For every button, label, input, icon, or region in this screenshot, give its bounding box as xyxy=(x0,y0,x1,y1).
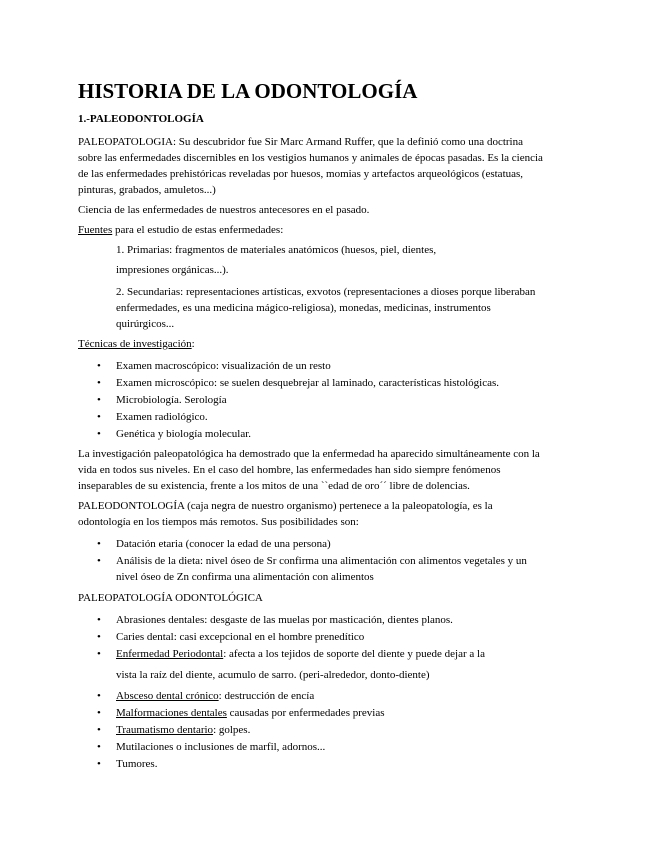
investigacion-paragraph xyxy=(78,446,578,494)
list-item: • Análisis de la dieta: nivel óseo de Sr confirma una alimentación con alimentos vegetales y un nivel óseo de Zn confirma una alimentación con alimentos xyxy=(78,553,578,585)
list-item: • Microbiología. Serología xyxy=(78,392,578,408)
paragraph-line: inseparables de su existencia, frente a los mitos de una ``edad de oro´´ libre de dolencias. xyxy=(78,480,470,492)
tecnicas-list xyxy=(78,358,578,443)
fuentes-label: Fuentes xyxy=(78,224,113,236)
underlined-term: Absceso dental crónico xyxy=(116,690,219,702)
list-item: • Examen macroscópico: visualización de un resto xyxy=(78,358,578,374)
section-heading: 1.-PALEODONTOLOGÍA xyxy=(78,113,204,125)
paleopatologia-odontologica-heading: PALEOPATOLOGÍA ODONTOLÓGICA xyxy=(78,592,263,604)
underlined-term: Enfermedad Periodontal xyxy=(116,648,224,660)
paragraph-line: impresiones orgánicas...). xyxy=(116,264,229,276)
paragraph-line: pinturas, grabados, amuletos...) xyxy=(78,184,216,196)
paragraph-line: sobre las enfermedades discernibles en los vestigios humanos y animales de épocas pasadas. Es la ciencia xyxy=(78,152,543,164)
posibilidades-list xyxy=(78,536,578,586)
list-item: • Malformaciones dentales causadas por enfermedades previas xyxy=(78,705,578,721)
list-item: • Enfermedad Periodontal: afecta a los tejidos de soporte del diente y puede dejar a la vista la raíz del diente, acumulo de sarro. (peri-alrededor, donto-diente) xyxy=(78,646,578,683)
odontologica-list xyxy=(78,612,578,684)
list-item: • Absceso dental crónico: destrucción de encía xyxy=(78,688,578,704)
tecnicas-label: Técnicas de investigación xyxy=(78,338,192,350)
underlined-term: Malformaciones dentales xyxy=(116,707,227,719)
paragraph-line: PALEOPATOLOGIA: Su descubridor fue Sir Marc Armand Ruffer, que la definió como una doctrina xyxy=(78,136,523,148)
list-item: • Traumatismo dentario: golpes. xyxy=(78,722,578,738)
list-item: • Caries dental: casi excepcional en el hombre prenedítico xyxy=(78,629,578,645)
paleodontologia-paragraph xyxy=(78,498,578,530)
paragraph-line: 2. Secundarias: representaciones artísticas, exvotos (representaciones a dioses porque liberaban xyxy=(116,286,536,298)
list-item: • Tumores. xyxy=(78,756,578,772)
list-item: • Genética y biología molecular. xyxy=(78,426,578,442)
list-item: • Abrasiones dentales: desgaste de las muelas por masticación, dientes planos. xyxy=(78,612,578,628)
fuentes-paragraph xyxy=(78,222,578,238)
paragraph-line: enfermedades, es una medicina mágico-religiosa), monedas, medicinas, instrumentos xyxy=(116,302,491,314)
paragraph-line: La investigación paleopatológica ha demostrado que la enfermedad ha aparecido simultáneamente con la xyxy=(78,448,540,460)
paragraph-line: odontología en los tiempos más remotos. Sus posibilidades son: xyxy=(78,516,359,528)
secundarias-item xyxy=(116,284,571,332)
ciencia-paragraph: Ciencia de las enfermedades de nuestros antecesores en el pasado. xyxy=(78,204,370,216)
paleopatologia-paragraph xyxy=(78,134,578,198)
tecnicas-heading: Técnicas de investigación: xyxy=(78,338,195,350)
paragraph-line: vida en todos sus niveles. En el caso del hombre, las enfermedades han sido siempre fenómenos xyxy=(78,464,501,476)
page-title: HISTORIA DE LA ODONTOLOGÍA xyxy=(78,79,418,103)
list-item: • Examen microscópico: se suelen desquebrejar al laminado, características histológicas. xyxy=(78,375,578,391)
odontologica-list-continued xyxy=(78,688,578,773)
paragraph-line: de las enfermedades prehistóricas reveladas por huesos, momias y artefactos arqueológicos (estatuas, xyxy=(78,168,524,180)
paragraph-line: PALEODONTOLOGÍA (caja negra de nuestro organismo) pertenece a la paleopatología, es la xyxy=(78,500,493,512)
fuentes-text: para el estudio de estas enfermedades: xyxy=(112,224,284,236)
paragraph-line: 1. Primarias: fragmentos de materiales anatómicos (huesos, piel, dientes, xyxy=(116,244,437,256)
primarias-item xyxy=(116,242,571,278)
list-item: • Mutilaciones o inclusiones de marfil, adornos... xyxy=(78,739,578,755)
list-item: • Datación etaria (conocer la edad de una persona) xyxy=(78,536,578,552)
list-item: • Examen radiológico. xyxy=(78,409,578,425)
underlined-term: Traumatismo dentario xyxy=(116,724,214,736)
paragraph-line: quirúrgicos... xyxy=(116,318,175,330)
